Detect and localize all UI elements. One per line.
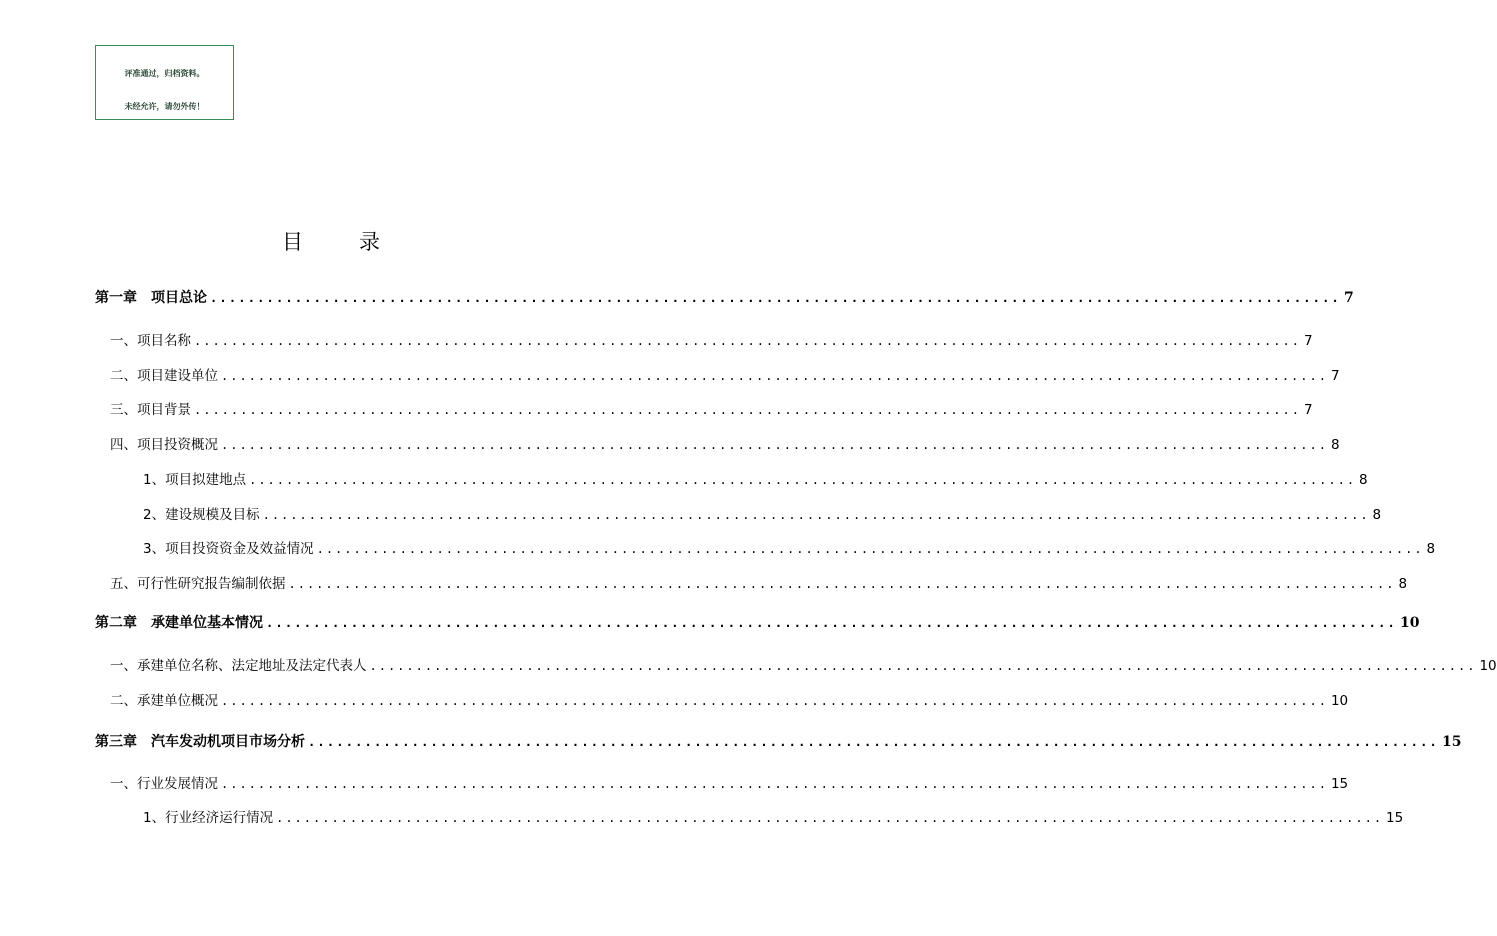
toc-leader: ........................................................................................................................ bbox=[308, 735, 1439, 749]
toc-page-number: 8 bbox=[1426, 541, 1436, 557]
toc-title bbox=[0, 226, 662, 256]
toc-entry-section[interactable] bbox=[110, 364, 1340, 384]
toc-entry-chapter-2[interactable] bbox=[95, 612, 1420, 632]
toc-page-number: 10 bbox=[1330, 693, 1349, 709]
toc-entry-label: 第一章 项目总论 bbox=[95, 290, 207, 306]
toc-entry-subsection[interactable] bbox=[143, 503, 1382, 523]
toc-page-number: 15 bbox=[1441, 734, 1462, 750]
toc-entry-label: 一、行业发展情况 bbox=[110, 776, 218, 792]
toc-page-number: 8 bbox=[1398, 576, 1408, 592]
toc-entry-label: 2、建设规模及目标 bbox=[143, 507, 260, 523]
toc-page-number: 7 bbox=[1343, 290, 1354, 306]
toc-leader: ........................................................................................................................ bbox=[221, 438, 1328, 452]
toc-leader: ........................................................................................................................ bbox=[276, 811, 1384, 825]
stamp-line-1: 评准通过，归档资料。 bbox=[124, 69, 205, 78]
toc-leader: ........................................................................................................................ bbox=[249, 473, 1357, 487]
toc-entry-section[interactable] bbox=[110, 329, 1313, 349]
toc-entry-chapter-3[interactable] bbox=[95, 731, 1462, 751]
toc-entry-label: 第二章 承建单位基本情况 bbox=[95, 615, 263, 631]
toc-page-number: 10 bbox=[1399, 615, 1420, 631]
toc-entry-label: 五、可行性研究报告编制依据 bbox=[110, 576, 286, 592]
toc-entry-section[interactable] bbox=[110, 689, 1349, 709]
toc-page-number: 15 bbox=[1330, 776, 1349, 792]
toc-leader: ........................................................................................................................ bbox=[369, 659, 1477, 673]
toc-leader: ........................................................................................................................ bbox=[194, 334, 1301, 348]
toc-entry-label: 1、项目拟建地点 bbox=[143, 472, 247, 488]
toc-entry-label: 二、项目建设单位 bbox=[110, 368, 218, 384]
toc-entry-subsection[interactable] bbox=[143, 806, 1404, 826]
toc-entry-section[interactable] bbox=[110, 654, 1497, 674]
toc-page-number: 7 bbox=[1330, 368, 1340, 384]
toc-entry-section[interactable] bbox=[110, 433, 1340, 453]
stamp-line-2: 未经允许，请勿外传！ bbox=[124, 102, 205, 111]
toc-page-number: 15 bbox=[1386, 810, 1404, 826]
toc-entry-label: 第三章 汽车发动机项目市场分析 bbox=[95, 734, 305, 750]
toc-entry-label: 一、承建单位名称、法定地址及法定代表人 bbox=[110, 658, 367, 674]
toc-entry-subsection[interactable] bbox=[143, 468, 1368, 488]
toc-title-char-2: 录 bbox=[359, 230, 380, 254]
toc-leader: ........................................................................................................................ bbox=[316, 542, 1424, 556]
toc-entry-chapter-1[interactable] bbox=[95, 287, 1354, 307]
toc-entry-label: 1、行业经济运行情况 bbox=[143, 810, 274, 826]
toc-entry-label: 四、项目投资概况 bbox=[110, 437, 218, 453]
toc-entry-label: 一、项目名称 bbox=[110, 333, 191, 349]
toc-title-char-1: 目 bbox=[282, 230, 303, 254]
toc-leader: ........................................................................................................................ bbox=[262, 508, 1370, 522]
toc-leader: ........................................................................................................................ bbox=[221, 369, 1328, 383]
toc-page-number: 7 bbox=[1303, 333, 1313, 349]
toc-page-number: 7 bbox=[1303, 402, 1313, 418]
toc-entry-label: 二、承建单位概况 bbox=[110, 693, 218, 709]
toc-page-number: 8 bbox=[1372, 507, 1382, 523]
toc-entry-section[interactable] bbox=[110, 572, 1408, 592]
toc-leader: ........................................................................................................................ bbox=[266, 616, 1397, 630]
toc-page-number: 10 bbox=[1479, 658, 1497, 674]
toc-leader: ........................................................................................................................ bbox=[210, 291, 1341, 305]
toc-entry-section[interactable] bbox=[110, 398, 1313, 418]
toc-page-number: 8 bbox=[1330, 437, 1340, 453]
approval-stamp bbox=[95, 45, 234, 120]
toc-leader: ........................................................................................................................ bbox=[194, 403, 1301, 417]
toc-entry-section[interactable] bbox=[110, 772, 1349, 792]
toc-entry-label: 三、项目背景 bbox=[110, 402, 191, 418]
toc-entry-label: 3、项目投资资金及效益情况 bbox=[143, 541, 314, 557]
toc-entry-subsection[interactable] bbox=[143, 537, 1436, 557]
toc-leader: ........................................................................................................................ bbox=[221, 694, 1328, 708]
toc-leader: ........................................................................................................................ bbox=[221, 777, 1328, 791]
toc-page-number: 8 bbox=[1359, 472, 1368, 488]
toc-leader: ........................................................................................................................ bbox=[288, 577, 1396, 591]
